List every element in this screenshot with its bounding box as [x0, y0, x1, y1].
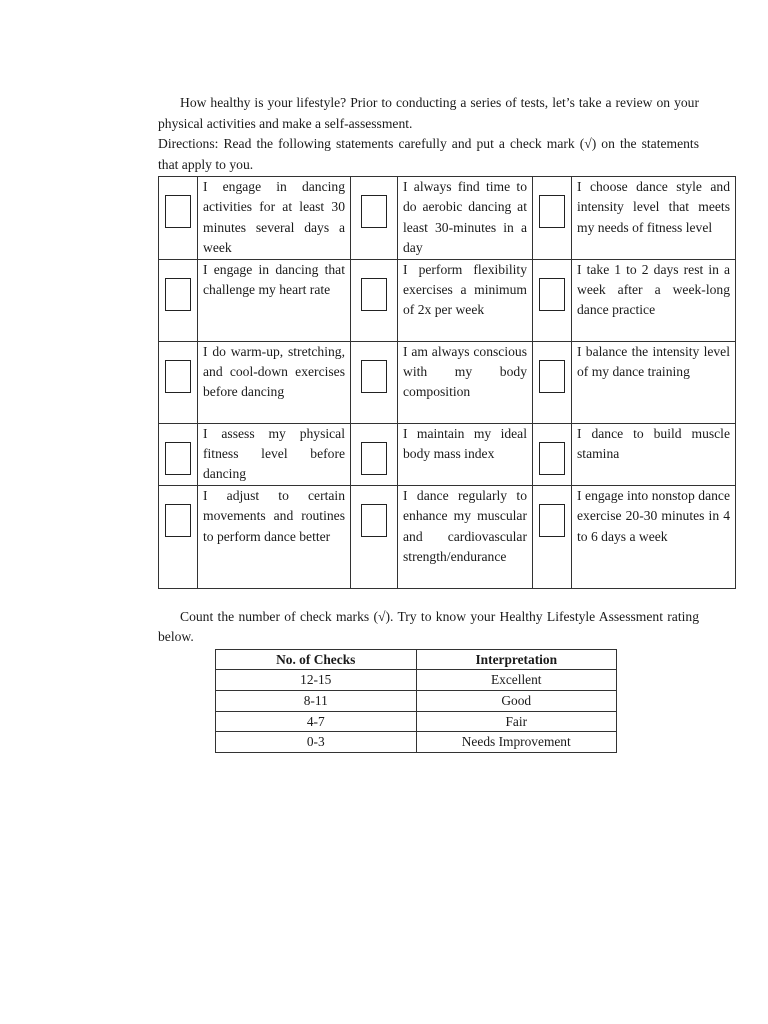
check-box[interactable] [361, 504, 387, 537]
table-row [159, 485, 736, 588]
intro-paragraph: How healthy is your lifestyle? Prior to conducting a series of tests, let’s take a review on your physical activities and make a self-assessment. [158, 95, 699, 131]
rating-row [216, 691, 617, 712]
rating-row [216, 670, 617, 691]
rating-checks-cell: 4-7 [216, 711, 417, 732]
statement-text: I engage in dancing activities for at least 30 minutes several days a week [198, 177, 351, 260]
checkbox-cell [159, 177, 198, 260]
statement-text: I am always conscious with my body composition [398, 341, 533, 423]
rating-row [216, 711, 617, 732]
statement-text: I balance the intensity level of my dance training [572, 341, 736, 423]
checkbox-cell [351, 485, 398, 588]
statement-text: I maintain my ideal body mass index [398, 423, 533, 485]
check-box[interactable] [165, 360, 191, 393]
statement-text: I dance to build muscle stamina [572, 423, 736, 485]
checkbox-cell [351, 259, 398, 341]
checkbox-cell [351, 177, 398, 260]
statement-text: I do warm-up, stretching, and cool-down exercises before dancing [198, 341, 351, 423]
check-box[interactable] [539, 195, 565, 228]
checkbox-cell [159, 485, 198, 588]
table-row [159, 423, 736, 485]
rating-header-row [216, 649, 617, 670]
checkbox-cell [533, 485, 572, 588]
statement-text: I adjust to certain movements and routines to perform dance better [198, 485, 351, 588]
checkbox-cell [159, 259, 198, 341]
rating-header-interpretation: Interpretation [416, 649, 617, 670]
rating-interpretation-cell: Good [416, 691, 617, 712]
count-instructions: Count the number of check marks (√). Try to know your Healthy Lifestyle Assessment rating below. [158, 608, 699, 645]
check-box[interactable] [361, 278, 387, 311]
rating-checks-cell: 8-11 [216, 691, 417, 712]
self-assessment-table [158, 176, 736, 589]
statement-text: I dance regularly to enhance my muscular and cardiovascular strength/endurance [398, 485, 533, 588]
rating-header-checks: No. of Checks [216, 649, 417, 670]
statement-text: I choose dance style and intensity level that meets my needs of fitness level [572, 177, 736, 260]
checkbox-cell [533, 177, 572, 260]
check-box[interactable] [165, 504, 191, 537]
table-row [159, 177, 736, 260]
checkbox-cell [351, 423, 398, 485]
statement-text: I engage in dancing that challenge my heart rate [198, 259, 351, 341]
check-box[interactable] [539, 278, 565, 311]
checkbox-cell [159, 423, 198, 485]
checkbox-cell [159, 341, 198, 423]
check-box[interactable] [361, 195, 387, 228]
checkbox-cell [533, 341, 572, 423]
checkbox-cell [533, 259, 572, 341]
rating-checks-cell: 12-15 [216, 670, 417, 691]
rating-interpretation-cell: Excellent [416, 670, 617, 691]
statement-text: I perform flexibility exercises a minimum of 2x per week [398, 259, 533, 341]
check-box[interactable] [165, 278, 191, 311]
check-box[interactable] [539, 504, 565, 537]
rating-interpretation-cell: Needs Improvement [416, 732, 617, 753]
rating-interpretation-cell: Fair [416, 711, 617, 732]
statement-text: I assess my physical fitness level before dancing [198, 423, 351, 485]
check-box[interactable] [539, 360, 565, 393]
worksheet [158, 93, 730, 753]
checkbox-cell [351, 341, 398, 423]
check-box[interactable] [165, 442, 191, 475]
check-box[interactable] [539, 442, 565, 475]
rating-table [215, 649, 617, 753]
checkbox-cell [533, 423, 572, 485]
statement-text: I take 1 to 2 days rest in a week after a week-long dance practice [572, 259, 736, 341]
rating-row [216, 732, 617, 753]
table-row [159, 259, 736, 341]
check-box[interactable] [165, 195, 191, 228]
check-box[interactable] [361, 360, 387, 393]
rating-checks-cell: 0-3 [216, 732, 417, 753]
directions-paragraph: Directions: Read the following statements carefully and put a check mark (√) on the statements that apply to you. [158, 136, 699, 172]
statement-text: I engage into nonstop dance exercise 20-30 minutes in 4 to 6 days a week [572, 485, 736, 588]
check-box[interactable] [361, 442, 387, 475]
statement-text: I always find time to do aerobic dancing at least 30-minutes in a day [398, 177, 533, 260]
table-row [159, 341, 736, 423]
